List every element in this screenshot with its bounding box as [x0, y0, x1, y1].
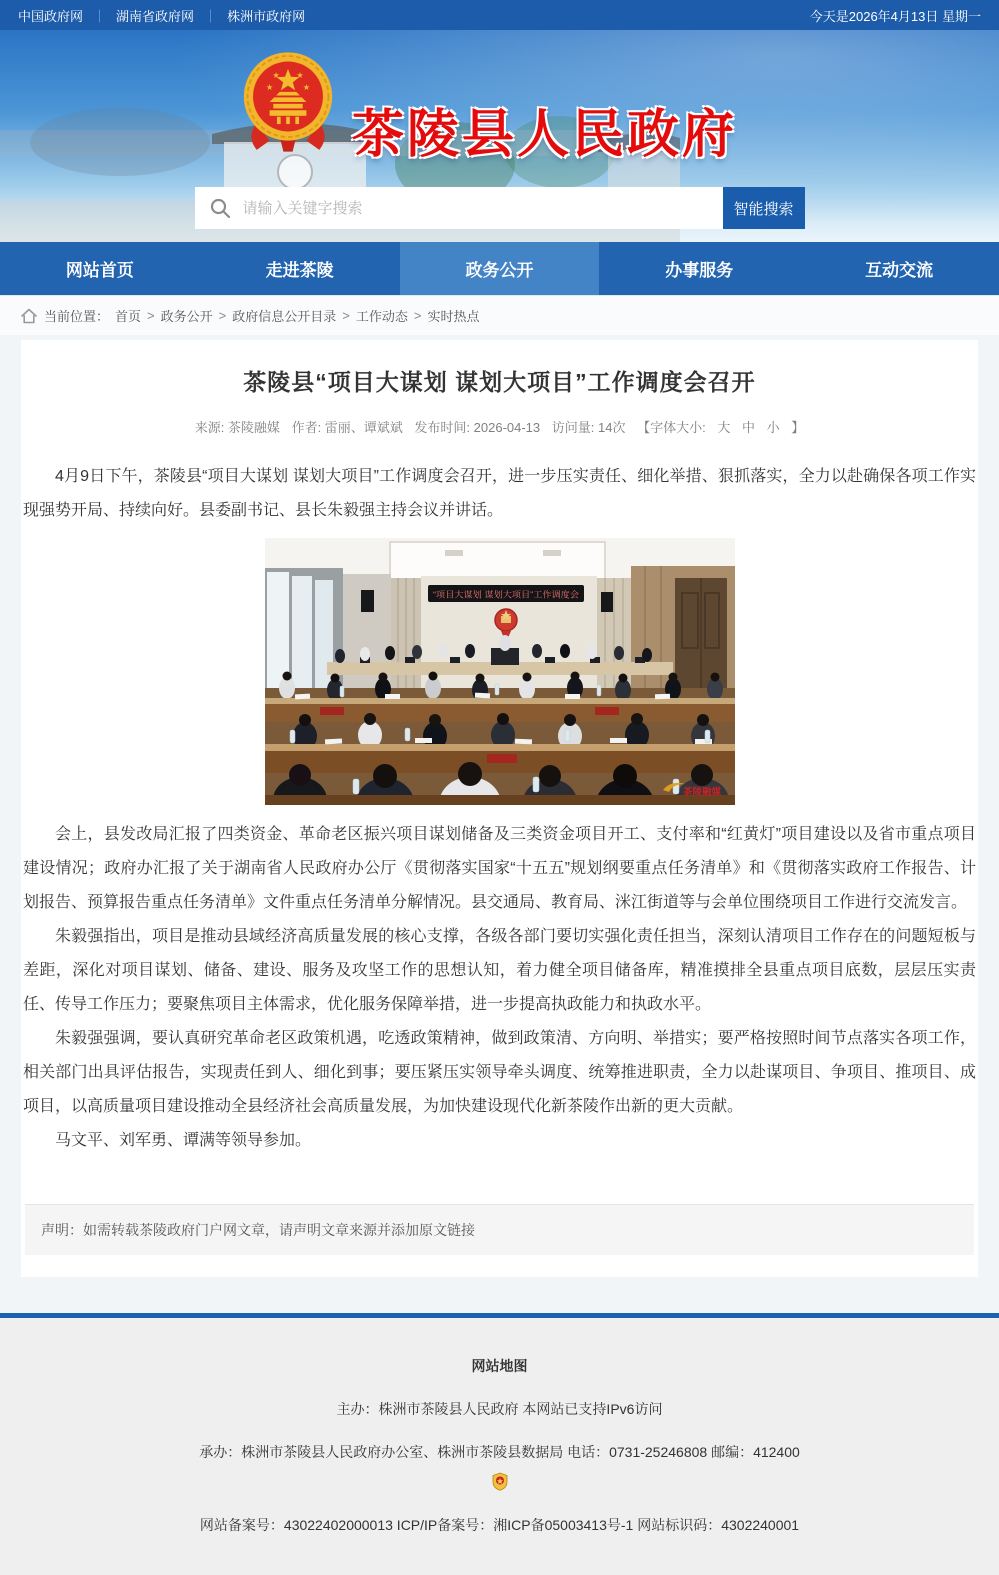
article-content	[23, 460, 976, 1158]
sitemap-link[interactable]: 网站地图	[471, 1358, 528, 1374]
breadcrumb	[0, 295, 999, 335]
link-separator: ｜	[204, 8, 218, 24]
nav-item-home[interactable]: 网站首页	[65, 261, 134, 280]
current-date: 今天是2026年4月13日 星期一	[809, 8, 981, 24]
link-zhuzhou-gov[interactable]: 株洲市政府网	[227, 8, 306, 24]
breadcrumb-info-directory[interactable]: 政府信息公开目录	[232, 309, 337, 324]
meta-views: 访问量: 14次	[551, 420, 626, 435]
smart-search-button[interactable]: 智能搜索	[723, 187, 805, 229]
breadcrumb-separator: >	[147, 308, 155, 323]
gov-links	[18, 6, 305, 25]
top-link-bar	[0, 0, 999, 30]
breadcrumb-label: 当前位置：	[44, 309, 110, 324]
search-icon	[209, 197, 231, 219]
svg-text:★: ★	[296, 71, 304, 81]
article-photo-wrap	[23, 538, 976, 810]
footer-icp-line: 网站备案号：43022402000013 ICP/IP备案号：湘ICP备05003413号-1 网站标识码：4302240001	[199, 1517, 800, 1533]
site-header	[0, 30, 999, 242]
nav-item-about-chaling[interactable]: 走进茶陵	[265, 261, 334, 280]
link-separator: ｜	[93, 8, 107, 24]
article-container	[21, 340, 978, 1277]
search-input[interactable]	[195, 187, 723, 229]
meta-source: 来源: 茶陵融媒	[194, 420, 280, 435]
svg-text:★: ★	[302, 83, 311, 93]
footer-organizer-line: 承办：株洲市茶陵县人民政府办公室、株洲市茶陵县数据局 电话：0731-25246808 邮编：412400	[199, 1444, 800, 1460]
paragraph: 会上，县发改局汇报了四类资金、革命老区振兴项目谋划储备及三类资金项目开工、支付率和“红黄灯”项目建设以及省市重点项目建设情况；政府办汇报了关于湖南省人民政府办公厅《贯彻落实国家“十五五”规划纲要重点任务清单》和《贯彻落实政府工作报告、计划报告、预算报告重点任务清单》文件重点任务清单分解情况。县交通局、教育局、洣江街道等与会单位围绕项目工作进行交流发言。	[23, 826, 976, 911]
footer-badge-row	[0, 1472, 999, 1492]
breadcrumb-home[interactable]: 首页	[115, 309, 142, 324]
fontsize-label: 【字体大小:	[637, 420, 706, 435]
fontsize-large-button[interactable]: 大	[717, 420, 731, 435]
paragraph: 朱毅强强调，要认真研究革命老区政策机遇，吃透政策精神，做到政策清、方向明、举措实；要严格按照时间节点落实各项工作，相关部门出具评估报告，实现责任到人、细化到事；要压紧压实领导牵头调度、统筹推进职责，全力以赴谋项目、争项目、推项目、成项目，以高质量项目建设推动全县经济社会高质量发展，为加快建设现代化新茶陵作出新的更大贡献。	[23, 1030, 976, 1115]
article-title: 茶陵县“项目大谋划 谋划大项目”工作调度会召开	[243, 369, 756, 395]
svg-text:茶陵融媒: 茶陵融媒	[682, 787, 721, 798]
meeting-banner-text: “项目大谋划 谋划大项目”工作调度会	[432, 589, 580, 600]
main-nav	[0, 242, 999, 295]
site-footer	[0, 1318, 999, 1575]
breadcrumb-separator: >	[413, 308, 422, 323]
breadcrumb-separator: >	[218, 308, 227, 323]
police-badge-icon[interactable]	[492, 1472, 508, 1491]
svg-text:★: ★	[272, 71, 280, 81]
page-body	[0, 335, 999, 1297]
footer-host-line: 主办：株洲市茶陵县人民政府 本网站已支持IPv6访问	[336, 1401, 663, 1417]
meeting-photo	[265, 538, 735, 805]
meta-publish-time: 发布时间: 2026-04-13	[414, 420, 541, 435]
search-bar	[195, 187, 805, 229]
fontsize-small-button[interactable]: 小	[766, 420, 780, 435]
paragraph: 4月9日下午，茶陵县“项目大谋划 谋划大项目”工作调度会召开，进一步压实责任、细化举措、狠抓落实，全力以赴确保各项工作实现强势开局、持续向好。县委副书记、县长朱毅强主持会议并讲话。	[23, 468, 976, 519]
paragraph: 朱毅强指出，项目是推动县域经济高质量发展的核心支撑，各级各部门要切实强化责任担当，深刻认清项目工作存在的问题短板与差距，深化对项目谋划、储备、建设、服务及攻坚工作的思想认知，着力健全项目储备库，精准摸排全县重点项目底数，层层压实责任、传导工作压力；要聚焦项目主体需求，优化服务保障举措，进一步提高执政能力和执政水平。	[23, 928, 976, 1013]
link-china-gov[interactable]: 中国政府网	[18, 8, 84, 24]
reprint-statement: 声明：如需转载茶陵政府门户网文章，请声明文章来源并添加原文链接	[25, 1204, 974, 1255]
breadcrumb-separator: >	[342, 308, 350, 323]
site-title: 茶陵县人民政府	[352, 106, 738, 164]
nav-item-gov-affairs[interactable]: 政务公开	[400, 242, 600, 295]
breadcrumb-work-trends[interactable]: 工作动态	[355, 309, 408, 324]
fontsize-medium-button[interactable]: 中	[741, 420, 755, 435]
breadcrumb-hot-topics[interactable]: 实时热点	[427, 309, 480, 324]
svg-text:★: ★	[265, 83, 274, 93]
article-meta	[23, 417, 976, 436]
nav-item-services[interactable]: 办事服务	[665, 261, 734, 280]
breadcrumb-gov-affairs[interactable]: 政务公开	[160, 309, 213, 324]
link-hunan-gov[interactable]: 湖南省政府网	[116, 8, 195, 24]
fontsize-label-end: 】	[791, 420, 805, 435]
meta-author: 作者: 雷丽、谭斌斌	[291, 420, 403, 435]
national-emblem-icon	[242, 50, 334, 154]
nav-item-interaction[interactable]: 互动交流	[865, 261, 934, 280]
paragraph: 马文平、刘军勇、谭满等领导参加。	[55, 1132, 312, 1149]
home-icon	[20, 307, 38, 325]
